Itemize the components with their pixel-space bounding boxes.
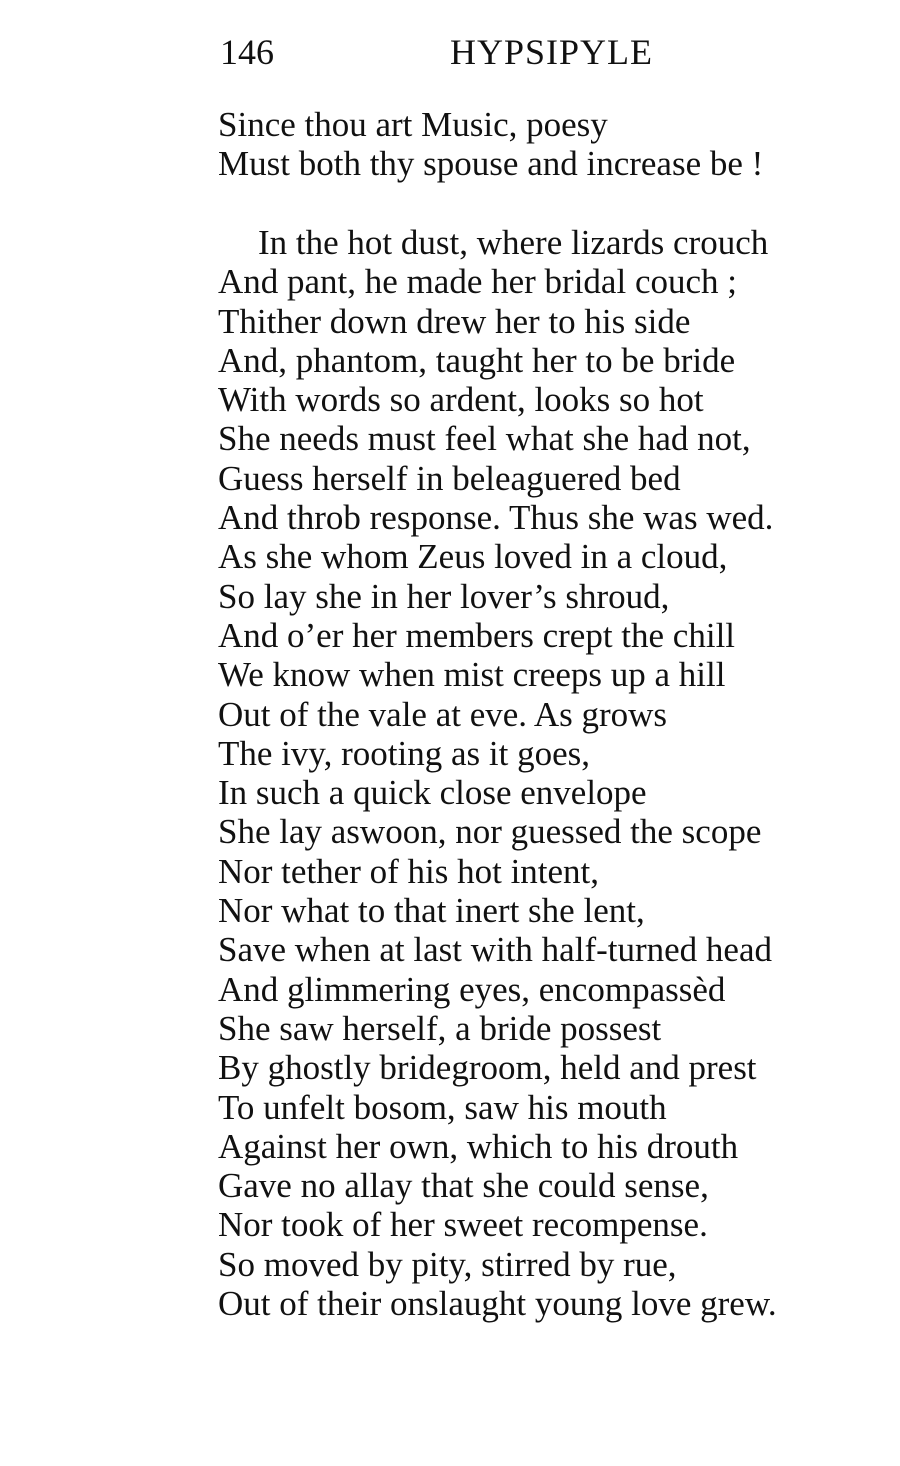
verse-line: And throb response. Thus she was wed.: [218, 498, 774, 538]
verse-line: Thither down drew her to his side: [218, 301, 691, 341]
verse-line: She needs must feel what she had not,: [218, 419, 751, 459]
verse-line: Since thou art Music, poesy: [218, 105, 608, 144]
verse-line: Against her own, which to his drouth: [218, 1126, 739, 1166]
verse-line: In such a quick close envelope: [218, 773, 647, 813]
verse-line: And, phantom, taught her to be bride: [218, 340, 736, 380]
page-number: 146: [220, 32, 274, 72]
verse-line: She lay aswoon, nor guessed the scope: [218, 812, 762, 852]
verse-line: As she whom Zeus loved in a cloud,: [218, 537, 728, 577]
verse-line: Out of their onslaught young love grew.: [218, 1284, 777, 1324]
stanza-2: [218, 223, 777, 1323]
verse-line: In the hot dust, where lizards crouch: [258, 223, 769, 262]
verse-line: The ivy, rooting as it goes,: [218, 733, 590, 773]
verse-line: And pant, he made her bridal couch ;: [218, 262, 737, 302]
verse-line: So moved by pity, stirred by rue,: [218, 1244, 677, 1284]
verse-line: By ghostly bridegroom, held and prest: [218, 1048, 757, 1088]
running-head: HYPSIPYLE: [450, 32, 654, 72]
verse-line: And o’er her members crept the chill: [218, 615, 736, 655]
verse-line: Gave no allay that she could sense,: [218, 1166, 709, 1206]
verse-line: She saw herself, a bride possest: [218, 1008, 662, 1048]
stanza-1: [218, 105, 763, 184]
verse-line: With words so ardent, looks so hot: [218, 380, 704, 420]
verse-line: Nor took of her sweet recompense.: [218, 1205, 708, 1245]
verse-line: Nor what to that inert she lent,: [218, 891, 645, 931]
verse-line: Save when at last with half-turned head: [218, 930, 772, 970]
verse-line: Must both thy spouse and increase be !: [218, 144, 764, 184]
verse-line: So lay she in her lover’s shroud,: [218, 576, 670, 616]
verse-line: Out of the vale at eve. As grows: [218, 694, 668, 734]
verse-line: We know when mist creeps up a hill: [218, 655, 726, 695]
verse-line: Nor tether of his hot intent,: [218, 851, 600, 891]
verse-line: To unfelt bosom, saw his mouth: [218, 1087, 667, 1127]
verse-line: Guess herself in beleaguered bed: [218, 458, 681, 498]
verse-line: And glimmering eyes, encompassèd: [218, 969, 726, 1009]
